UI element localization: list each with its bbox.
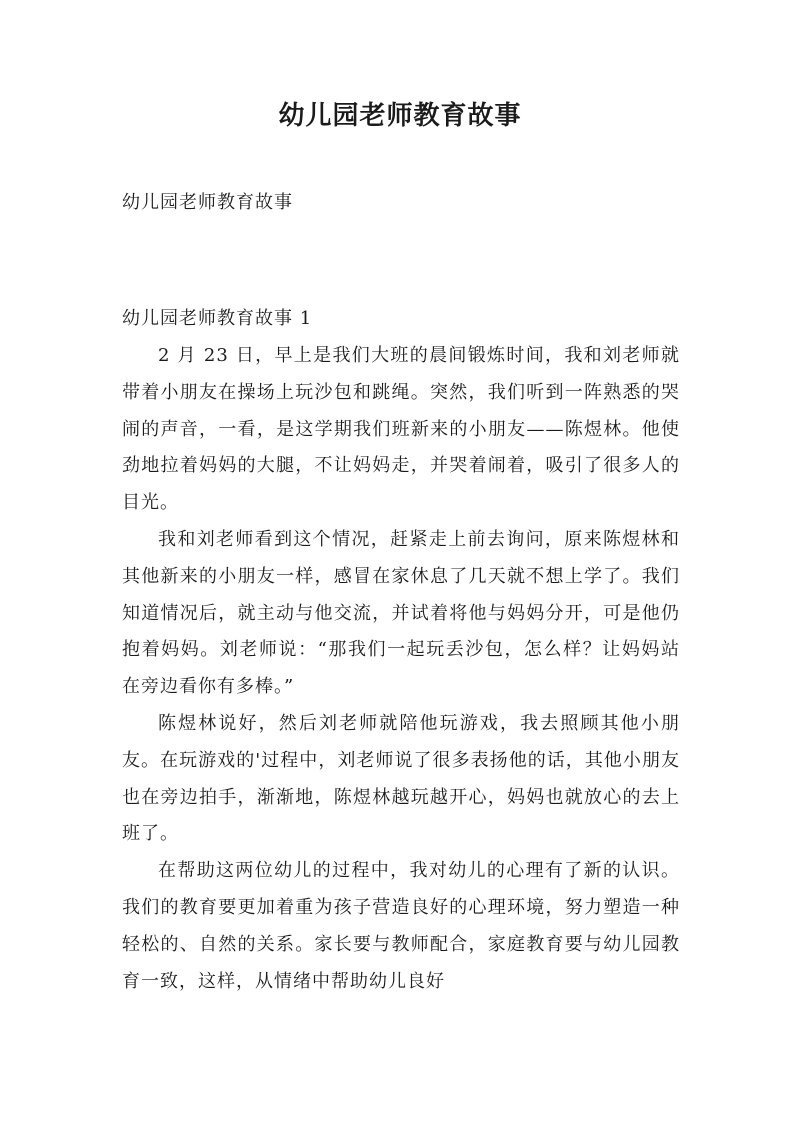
body-text <box>122 338 680 1000</box>
paragraph: 在帮助这两位幼儿的过程中，我对幼儿的心理有了新的认识。我们的教育要更加着重为孩子营造良好的心理环境，努力塑造一种轻松的、自然的关系。家长要与教师配合，家庭教育要与幼儿园教育一致，这样，从情绪中帮助幼儿良好 <box>122 860 680 992</box>
paragraph: 我和刘老师看到这个情况，赶紧走上前去询问，原来陈煜林和其他新来的小朋友一样，感冒在家休息了几天就不想上学了。我们知道情况后，就主动与他交流，并试着将他与妈妈分开，可是他仍抱着妈妈。刘老师说：“那我们一起玩丢沙包，怎么样？让妈妈站在旁边看你有多棒。” <box>122 528 680 698</box>
section-heading: 幼儿园老师教育故事 1 <box>122 308 313 329</box>
document-subtitle: 幼儿园老师教育故事 <box>122 192 293 213</box>
paragraph: 2 月 23 日，早上是我们大班的晨间锻炼时间，我和刘老师就带着小朋友在操场上玩沙包和跳绳。突然，我们听到一阵熟悉的哭闹的声音，一看，是这学期我们班新来的小朋友——陈煜林。他使劲地拉着妈妈的大腿，不让妈妈走，并哭着闹着，吸引了很多人的目光。 <box>122 345 680 514</box>
document-title: 幼儿园老师教育故事 <box>278 101 522 131</box>
paragraph: 陈煜林说好，然后刘老师就陪他玩游戏，我去照顾其他小朋友。在玩游戏的'过程中，刘老师说了很多表扬他的话，其他小朋友也在旁边拍手，渐渐地，陈煜林越玩越开心，妈妈也就放心的去上班了。 <box>122 712 680 845</box>
